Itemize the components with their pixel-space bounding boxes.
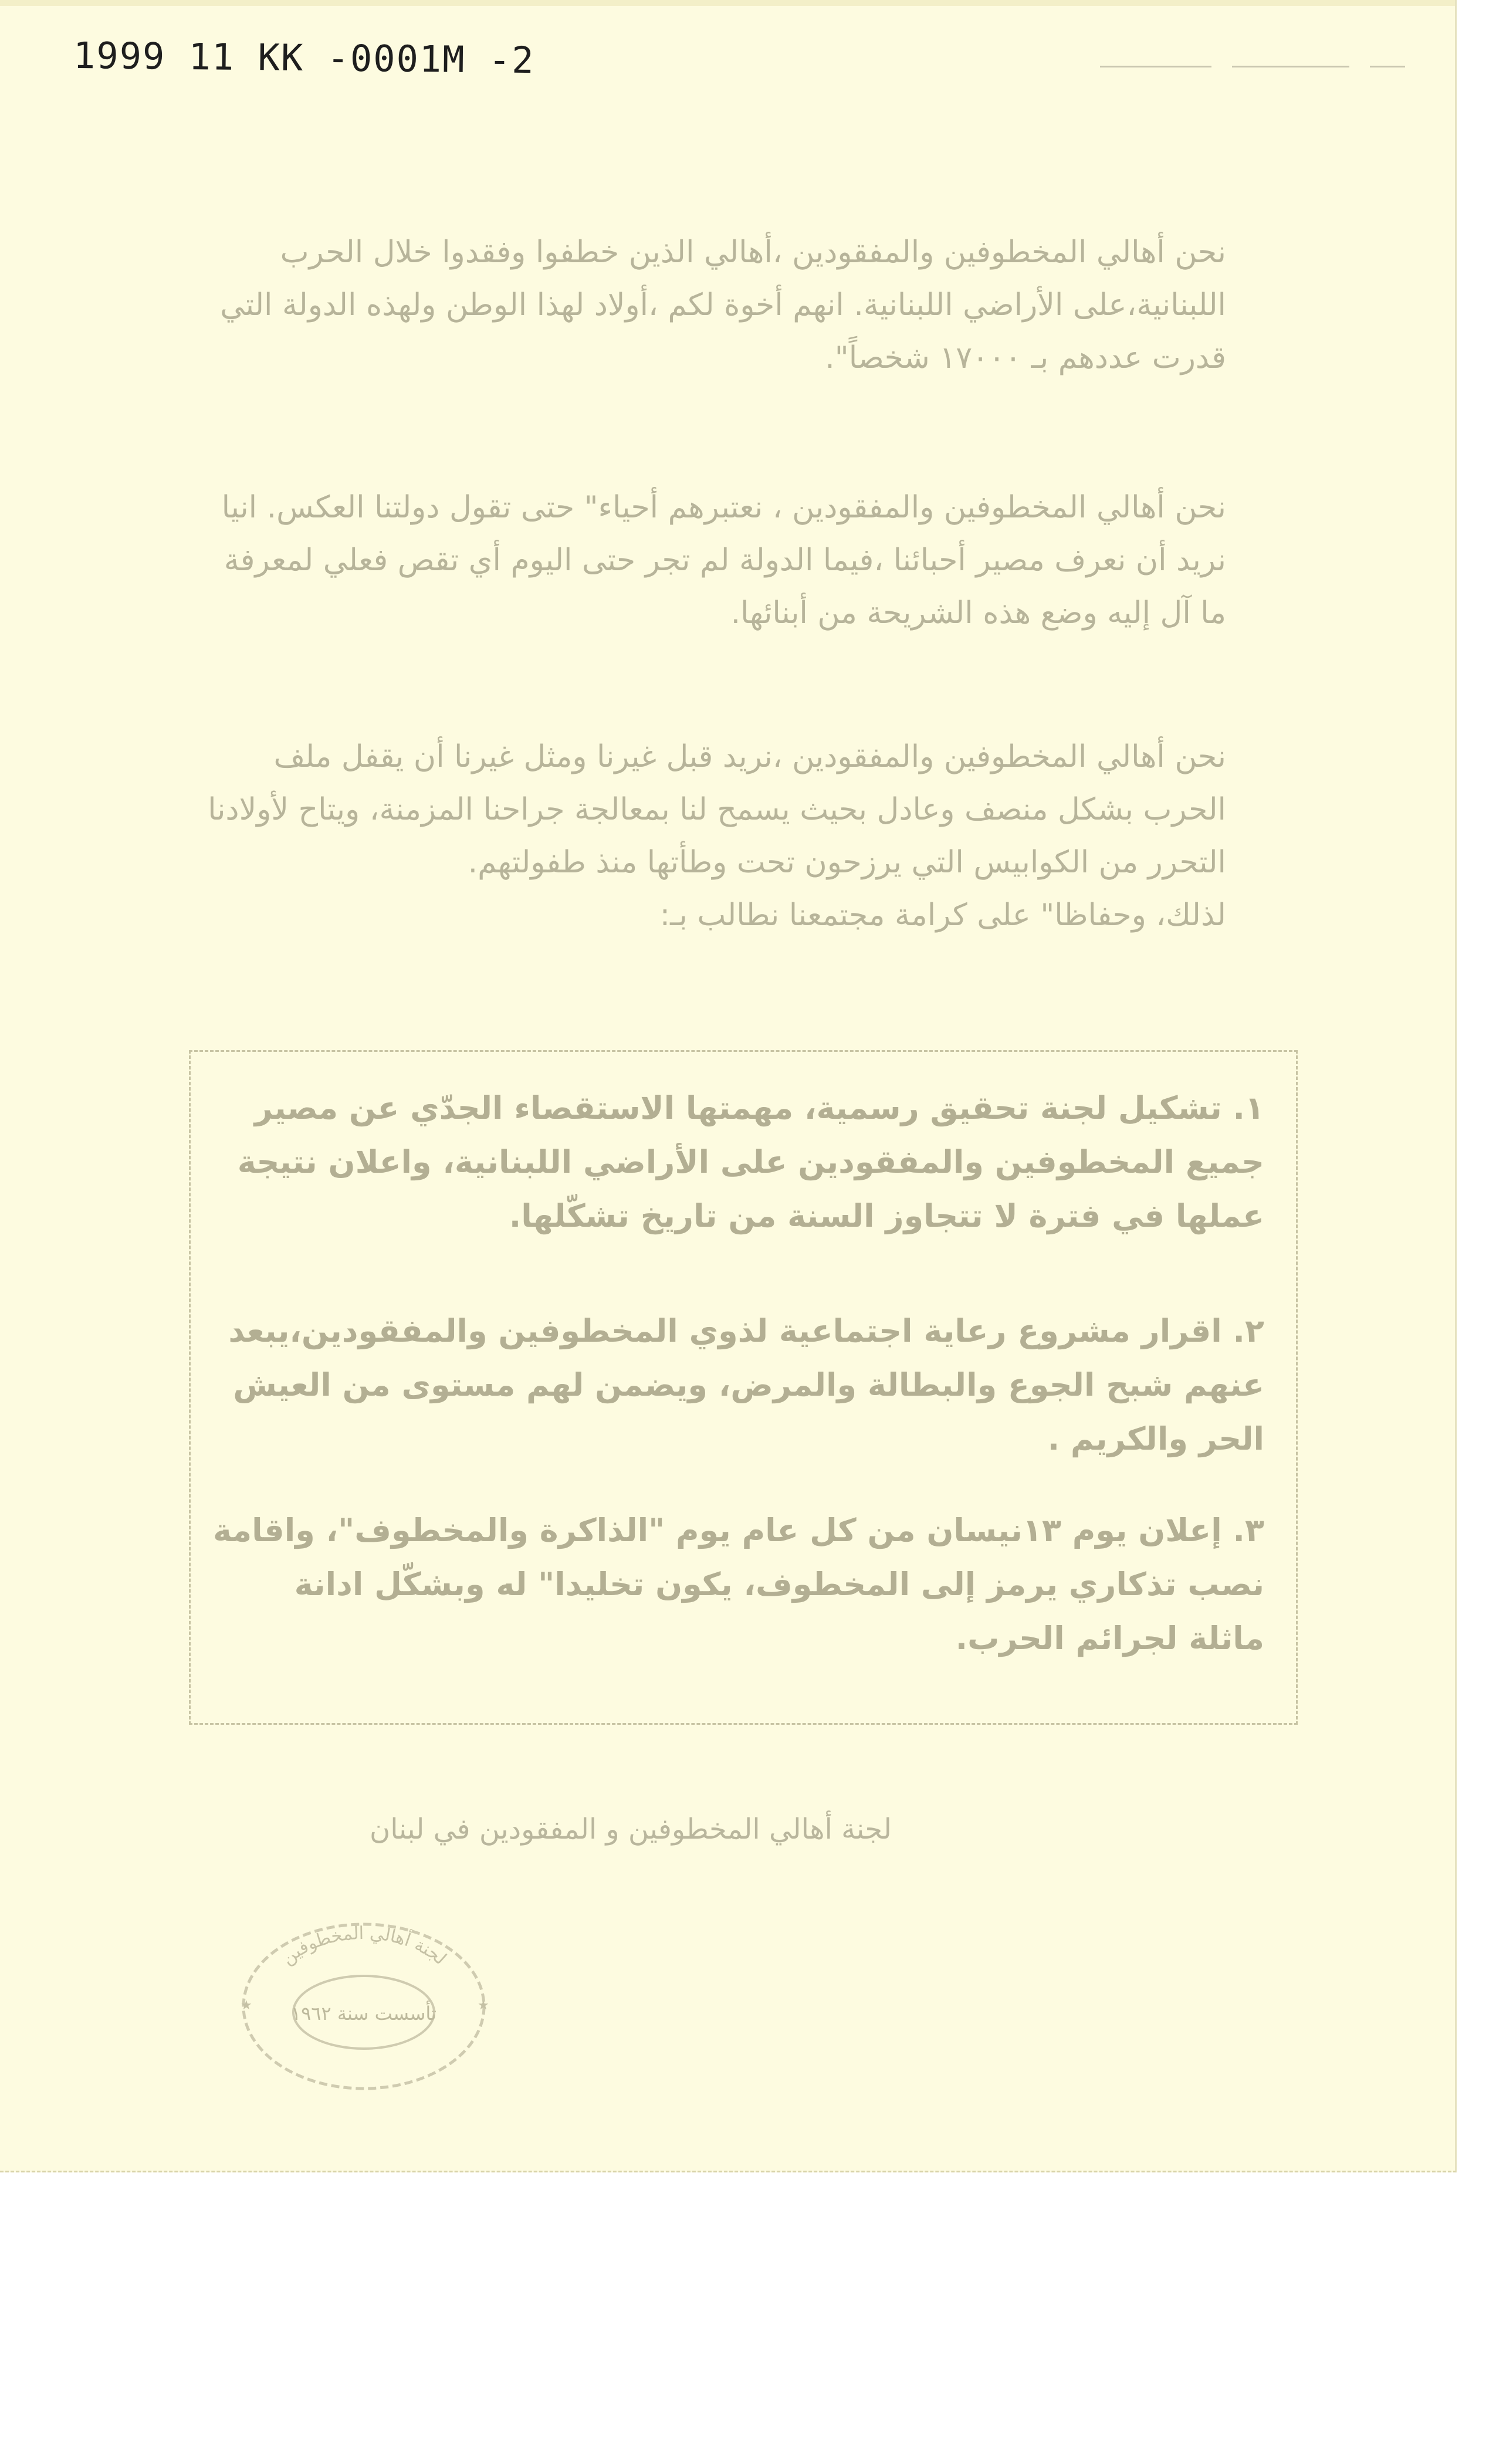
stamp-star-icon: ★: [241, 1998, 252, 2013]
demand-item: ٢. اقرار مشروع رعاية اجتماعية لذوي المخطوفين والمفقودين،يبعد عنهم شبح الجوع والبطالة والمرض، ويضمن لهم مستوى من العيش الحر والكريم .: [228, 1312, 1264, 1457]
signature-line: لجنة أهالي المخطوفين و المفقودين في لبنان: [369, 1813, 892, 1846]
corner-mark-line: [1232, 66, 1349, 67]
demand-item: ١. تشكيل لجنة تحقيق رسمية، مهمتها الاستقصاء الجدّي عن مصير جميع المخطوفين والمفقودين على الأراضي اللبنانية، واعلان نتيجة عملها في فترة لا تتجاوز السنة من تاريخ تشكّلها.: [237, 1089, 1264, 1234]
paragraph-3: [194, 730, 1226, 942]
svg-text:لجنة أهالي المخطوفين: [277, 1923, 450, 1969]
paragraph-1: نحن أهالي المخطوفين والمفقودين ،أهالي الذين خطفوا وفقدوا خلال الحرب اللبنانية،على الأراضي اللبنانية. انهم أخوة لكم ،أولاد لهذا الوطن ولهذه الدولة التي قدرت عددهم بـ ١٧٠٠٠ شخصاً".: [220, 235, 1226, 375]
stamp-outer-text: لجنة أهالي المخطوفين: [277, 1923, 451, 1969]
corner-mark-line: [1100, 66, 1211, 67]
scan-top-edge: [0, 0, 1455, 6]
stamp-star-icon: ★: [478, 1998, 489, 2013]
stamp-inner-text: تأسست سنة ١٩٦٢: [290, 2002, 437, 2025]
paragraph-3-main: نحن أهالي المخطوفين والمفقودين ،نريد قبل غيرنا ومثل غيرنا أن يقفل ملف الحرب بشكل منصف وعادل بحيث يسمح لنا بمعالجة جراحنا المزمنة، ويتاح لأولادنا التحرر من الكوابيس التي يرزحون تحت وطأتها منذ طفولتهم.: [208, 739, 1226, 880]
organization-stamp: [229, 1915, 499, 2097]
corner-mark-line: [1370, 66, 1405, 67]
paragraph-2: نحن أهالي المخطوفين والمفقودين ، نعتبرهم أحياء" حتى تقول دولتنا العكس. انيا نريد أن نعرف مصير أحبائنا ،فيما الدولة لم تجر حتى اليوم أي تقص فعلي لمعرفة ما آل إليه وضع هذه الشريحة من أبنائها.: [221, 490, 1226, 631]
paragraph-3-closing: لذلك، وحفاظا" على كرامة مجتمعنا نطالب بـ:: [659, 898, 1226, 933]
file-reference: 1999 11 KK -0001M -2: [73, 33, 535, 82]
demand-item: ٣. إعلان يوم ١٣نيسان من كل عام يوم "الذاكرة والمخطوف"، واقامة نصب تذكاري يرمز إلى المخطوف، يكون تخليدا" له وبشكّل ادانة ماثلة لجرائم الحرب.: [212, 1512, 1264, 1657]
demands-box: [189, 1050, 1298, 1725]
